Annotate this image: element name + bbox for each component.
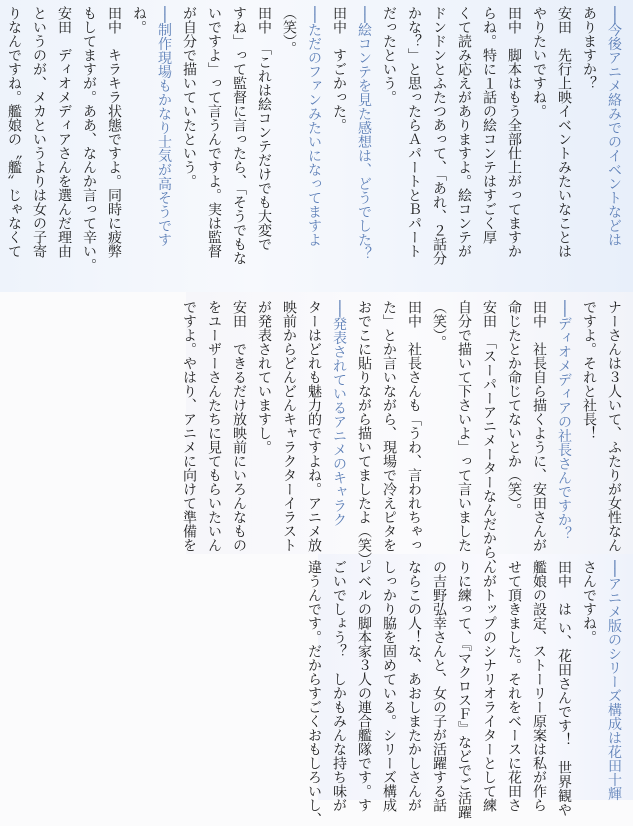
text-column: 命じたとか命じてないとか（笑）。: [506, 300, 522, 517]
text-column: 田中 社長自ら描くように、安田さんが: [531, 300, 547, 552]
text-column: せて頂きました。それをベースに花田さ: [506, 560, 522, 812]
text-column: ──今後アニメ絡みでのイベントなどは: [606, 6, 622, 247]
text-column: ──ただのファンみたいになってますよ: [306, 6, 322, 247]
text-column: 安田 先行上映イベントみたいなことは: [556, 6, 572, 258]
text-column: 安田 できるだけ放映前にいろんなもの: [231, 300, 247, 552]
text-column: 艦娘の設定、ストーリー原案は私が作ら: [531, 560, 547, 812]
text-column: 田中 「これは絵コンテだけでも大変で: [256, 6, 272, 251]
interview-block-top: [0, 6, 625, 288]
text-column: 田中 キラキラ状態ですよ。同時に疲弊: [106, 6, 122, 258]
text-column: りに練って、『マクロスＦ』などでご活躍: [456, 560, 472, 819]
text-column: ありますか？: [581, 6, 597, 90]
text-column: ──制作現場もかなり士気が高そうです: [156, 6, 172, 247]
text-column: をユーザーさんたちに見てもらいたいん: [206, 300, 222, 552]
text-column: ターはどれも魅力的ですよね。アニメ放: [306, 300, 322, 552]
text-column: 田中 すごかった。: [331, 6, 347, 132]
text-column: りなんですね。艦娘の〝艦〟じゃなくて: [6, 6, 22, 258]
text-column: ──発表されているアニメのキャラク: [331, 300, 347, 527]
text-column: おでこに貼りながら描いてましたよ（笑）。: [356, 300, 372, 573]
text-column: ですよ。それと社長！: [581, 300, 597, 440]
text-column: が発表されていますし。: [256, 300, 272, 454]
text-column: んがトップのシナリオライターとして練: [481, 560, 497, 812]
text-column: ──ディオメディアの社長さんですか？: [556, 300, 572, 541]
text-column: だったという。: [381, 6, 397, 104]
text-column: ごいでしょう？ しかもみんな持ち味が: [331, 560, 347, 812]
text-column: すね」って監督に言ったら、「そうでもな: [231, 6, 247, 265]
text-column: いですよ」って言うんですよ。実は監督: [206, 6, 222, 258]
text-column: ですよ。やはり、アニメに向けて準備を: [181, 300, 197, 552]
text-column: ならこの人！な、あおしまたかしさんが: [406, 560, 422, 812]
text-column: （笑）。: [281, 6, 297, 55]
text-column: 映前からどんどんキャラクターイラスト: [281, 300, 297, 552]
text-column: （笑）。: [431, 300, 447, 349]
text-column: というのが、メカというよりは女の子寄: [31, 6, 47, 258]
text-column: レベルの脚本家３人の連合艦隊です。す: [356, 560, 372, 812]
text-column: が自分で描いていたという。: [181, 6, 197, 188]
text-column: しっかり脇を固めている。シリーズ構成: [381, 560, 397, 812]
text-column: かな？」と思ったらＡパートとＢパート: [406, 6, 422, 258]
text-column: らね。特に１話の絵コンテはすごく厚: [481, 6, 497, 244]
text-column: の吉野弘幸さんと、女の子が活躍する話: [431, 560, 447, 812]
text-column: やりたいですね。: [531, 6, 547, 118]
text-column: 安田 「スーパーアニメーターなんだから、: [481, 300, 497, 573]
text-column: 田中 社長さんも「うわ、言われちゃっ: [406, 300, 422, 552]
text-column: さんですね。: [581, 560, 597, 644]
text-column: もしてますが。ああ、なんか言って辛い。: [81, 6, 97, 272]
text-column: くて読み応えがありますよ。絵コンテが: [456, 6, 472, 258]
interview-block-middle: [175, 300, 625, 573]
text-column: 安田 ディオメディアさんを選んだ理由: [56, 6, 72, 258]
interview-block-lower: [300, 560, 625, 826]
text-column: 田中 脚本はもう全部仕上がってますか: [506, 6, 522, 258]
text-column: ナーさんは３人いて、ふたりが女性なん: [606, 300, 622, 552]
text-column: た」とか言いながら、現場で冷えピタを: [381, 300, 397, 552]
text-column: 違うんです。だからすごくおもしろいし、: [306, 560, 322, 826]
text-column: ドンドンとふたつあって、「あれ、２話分: [431, 6, 447, 265]
text-column: 自分で描いて下さいよ」って言いました: [456, 300, 472, 552]
text-column: 田中 は い、花田さんです！ 世界観や: [556, 560, 572, 817]
text-column: ──アニメ版のシリーズ構成は花田十輝: [606, 560, 622, 801]
text-column: ね。: [131, 6, 147, 34]
text-column: ──絵コンテを見た感想は、どうでした？: [356, 6, 372, 261]
